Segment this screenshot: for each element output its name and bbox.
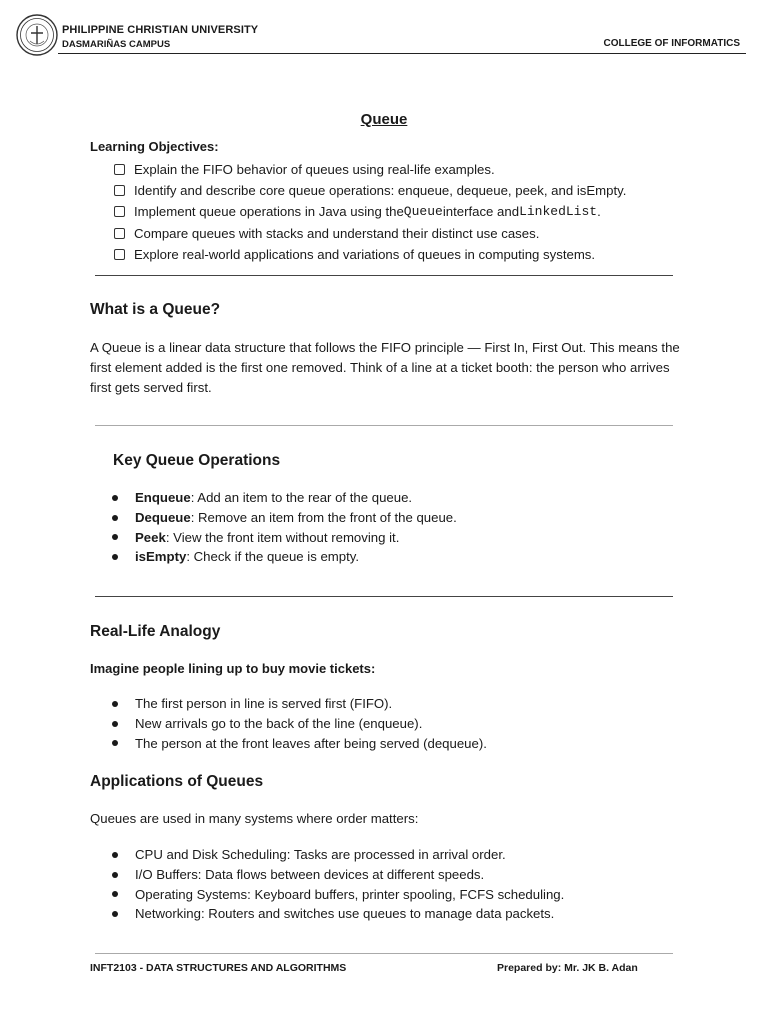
code-linkedlist: LinkedList [519,204,598,220]
objective-item: Explain the FIFO behavior of queues using real-life examples. [114,159,626,180]
code-queue: Queue [403,204,443,220]
university-seal-logo [16,14,58,56]
bullet-icon [112,911,118,917]
list-item: CPU and Disk Scheduling: Tasks are processed in arrival order. [112,845,564,865]
college-name: COLLEGE OF INFORMATICS [603,38,740,49]
applications-intro: Queues are used in many systems where order matters: [90,811,419,826]
what-is-heading: What is a Queue? [90,301,221,318]
what-is-paragraph: A Queue is a linear data structure that follows the FIFO principle — First In, First Out. This means the first element added is the first one removed. Think of a line at a ticket booth: the person who arrives first gets served first. [90,340,680,395]
checkbox-icon[interactable] [114,228,125,239]
university-name: PHILIPPINE CHRISTIAN UNIVERSITY [62,24,259,36]
list-item: Operating Systems: Keyboard buffers, printer spooling, FCFS scheduling. [112,884,564,904]
objective-item: Identify and describe core queue operations: enqueue, dequeue, peek, and isEmpty. [114,180,626,201]
operations-heading: Key Queue Operations [113,452,281,469]
objective-item: Compare queues with stacks and understand their distinct use cases. [114,223,626,244]
analogy-heading: Real-Life Analogy [90,623,221,640]
list-item: The first person in line is served first (FIFO). [112,694,487,714]
bullet-icon [112,554,118,560]
footer-divider [95,953,673,954]
objectives-checklist [114,159,626,265]
operations-list [112,488,457,567]
section-divider [95,275,673,276]
bullet-icon [112,740,118,746]
section-divider [95,596,673,597]
bullet-icon [112,701,118,707]
list-item: Dequeue : Remove an item from the front of the queue. [112,508,457,528]
objective-item: Explore real-world applications and variations of queues in computing systems. [114,244,626,265]
checkbox-icon[interactable] [114,185,125,196]
list-item: Enqueue : Add an item to the rear of the queue. [112,488,457,508]
applications-list [112,845,564,924]
analogy-list [112,694,487,753]
bullet-icon [112,891,118,897]
checkbox-icon[interactable] [114,206,125,217]
list-item: New arrivals go to the back of the line (enqueue). [112,714,487,734]
checkbox-icon[interactable] [114,164,125,175]
campus-name: DASMARIÑAS CAMPUS [62,39,171,50]
list-item: I/O Buffers: Data flows between devices at different speeds. [112,865,564,885]
bullet-icon [112,495,118,501]
list-item: The person at the front leaves after being served (dequeue). [112,733,487,753]
bullet-icon [112,721,118,727]
bullet-icon [112,515,118,521]
applications-heading: Applications of Queues [90,773,264,790]
footer-course: INFT2103 - DATA STRUCTURES AND ALGORITHMS [90,962,347,974]
bullet-icon [112,852,118,858]
checkbox-icon[interactable] [114,249,125,260]
list-item: Networking: Routers and switches use queues to manage data packets. [112,904,564,924]
page-header [0,0,768,60]
footer-prepared-by: Prepared by: Mr. JK B. Adan [497,962,638,974]
list-item: isEmpty : Check if the queue is empty. [112,547,457,567]
section-divider [95,425,673,426]
document-title: Queue [360,111,408,128]
list-item: Peek : View the front item without removing it. [112,527,457,547]
objectives-heading: Learning Objectives: [90,139,219,154]
header-divider [58,53,746,54]
bullet-icon [112,872,118,878]
bullet-icon [112,534,118,540]
analogy-intro: Imagine people lining up to buy movie tickets: [90,661,376,676]
objective-item: Implement queue operations in Java using the Queue interface and LinkedList . [114,201,626,222]
